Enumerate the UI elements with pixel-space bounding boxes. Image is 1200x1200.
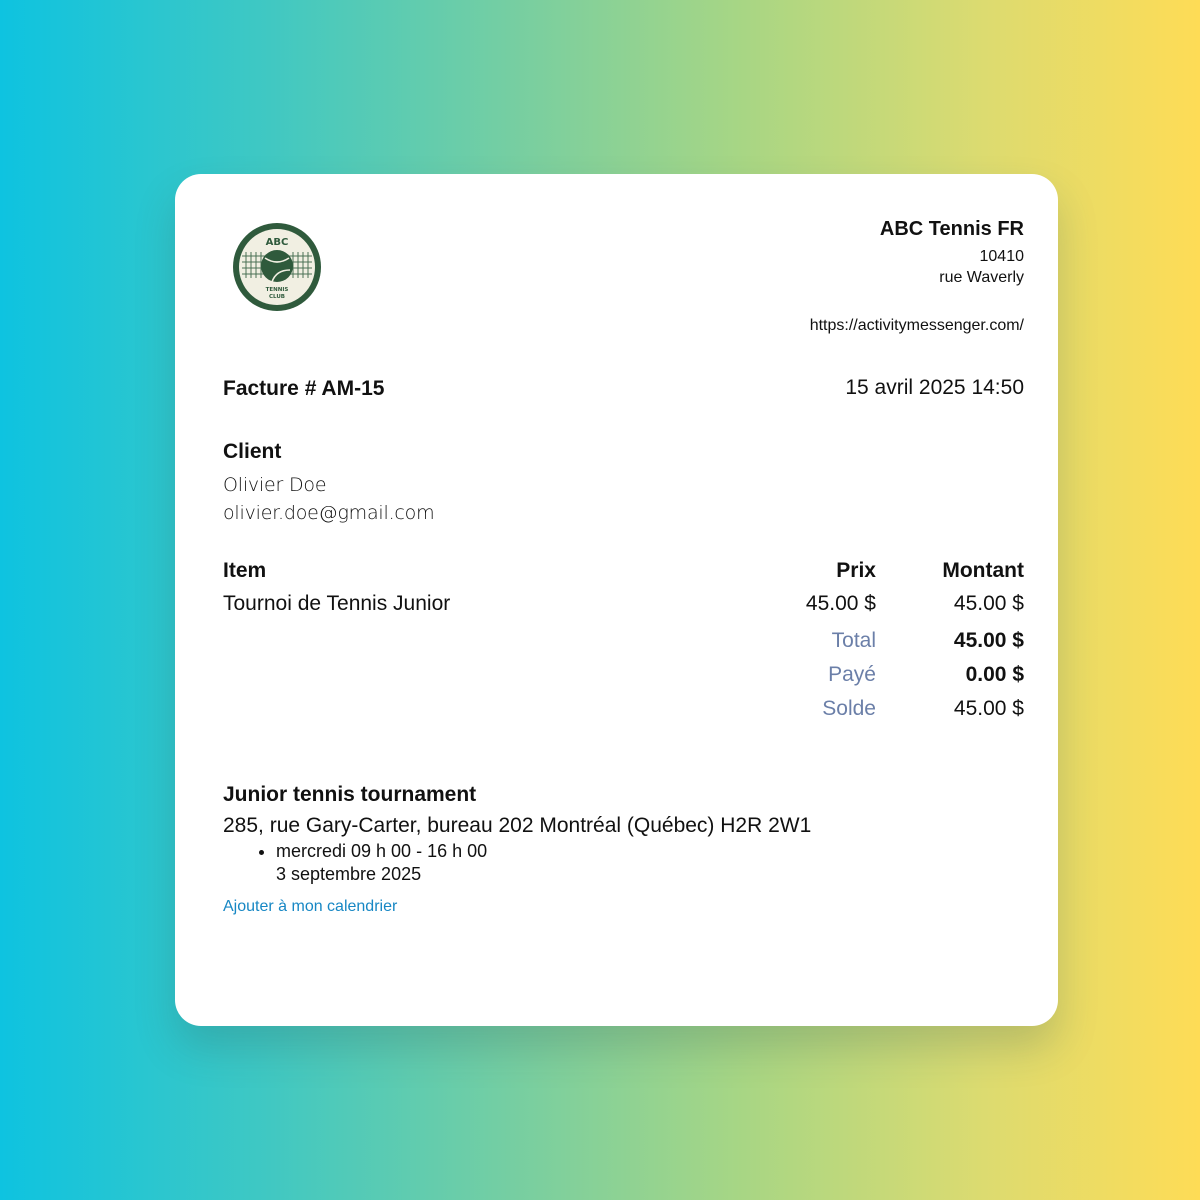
invoice-date: 15 avril 2025 14:50	[845, 376, 1024, 399]
invoice-number: Facture # AM-15	[223, 377, 385, 400]
summary-paid-row	[223, 663, 1024, 697]
paid-label: Payé	[828, 663, 876, 686]
organization-name: ABC Tennis FR	[879, 218, 1024, 240]
client-email: olivier.doe@gmail.com	[223, 502, 435, 524]
balance-value: 45.00 $	[953, 697, 1024, 720]
event-schedule-list	[223, 840, 811, 886]
organization-address-line-1: 10410	[979, 248, 1024, 265]
summary-total-row	[223, 629, 1024, 663]
balance-label: Solde	[822, 697, 876, 720]
item-prix: 45.00 $	[805, 592, 876, 615]
organization-address-line-2: rue Waverly	[939, 269, 1024, 286]
organization-info	[810, 217, 1024, 336]
schedule-date: 3 septembre 2025	[276, 864, 422, 884]
total-value: 45.00 $	[953, 629, 1024, 652]
summary-balance-row	[223, 697, 1024, 731]
organization-website: https://activitymessenger.com/	[809, 317, 1024, 334]
total-label: Total	[831, 629, 876, 652]
tennis-club-logo	[232, 222, 322, 312]
paid-value: 0.00 $	[965, 663, 1024, 686]
add-to-calendar-link[interactable]: Ajouter à mon calendrier	[223, 898, 398, 915]
schedule-time: • mercredi 09 h 00 - 16 h 00	[276, 841, 488, 861]
client-label: Client	[223, 440, 282, 463]
event-title: Junior tennis tournament	[223, 783, 477, 806]
client-name: Olivier Doe	[223, 474, 327, 496]
event-address: 285, rue Gary-Carter, bureau 202 Montréal (Québec) H2R 2W1	[223, 814, 812, 837]
event-section	[223, 781, 811, 916]
item-name: Tournoi de Tennis Junior	[223, 592, 451, 615]
table-row	[223, 592, 1024, 625]
schedule-item	[276, 840, 811, 886]
item-montant: 45.00 $	[953, 592, 1024, 615]
header-item: Item	[223, 559, 267, 582]
items-table	[223, 559, 1024, 731]
svg-text:CLUB: CLUB	[268, 294, 286, 300]
svg-text:ABC: ABC	[265, 237, 289, 248]
invoice-card	[175, 174, 1058, 1026]
table-header-row	[223, 559, 1024, 592]
header-prix: Prix	[836, 559, 876, 582]
header-montant: Montant	[942, 559, 1024, 582]
svg-text:TENNIS: TENNIS	[265, 287, 289, 293]
client-section	[223, 439, 434, 527]
